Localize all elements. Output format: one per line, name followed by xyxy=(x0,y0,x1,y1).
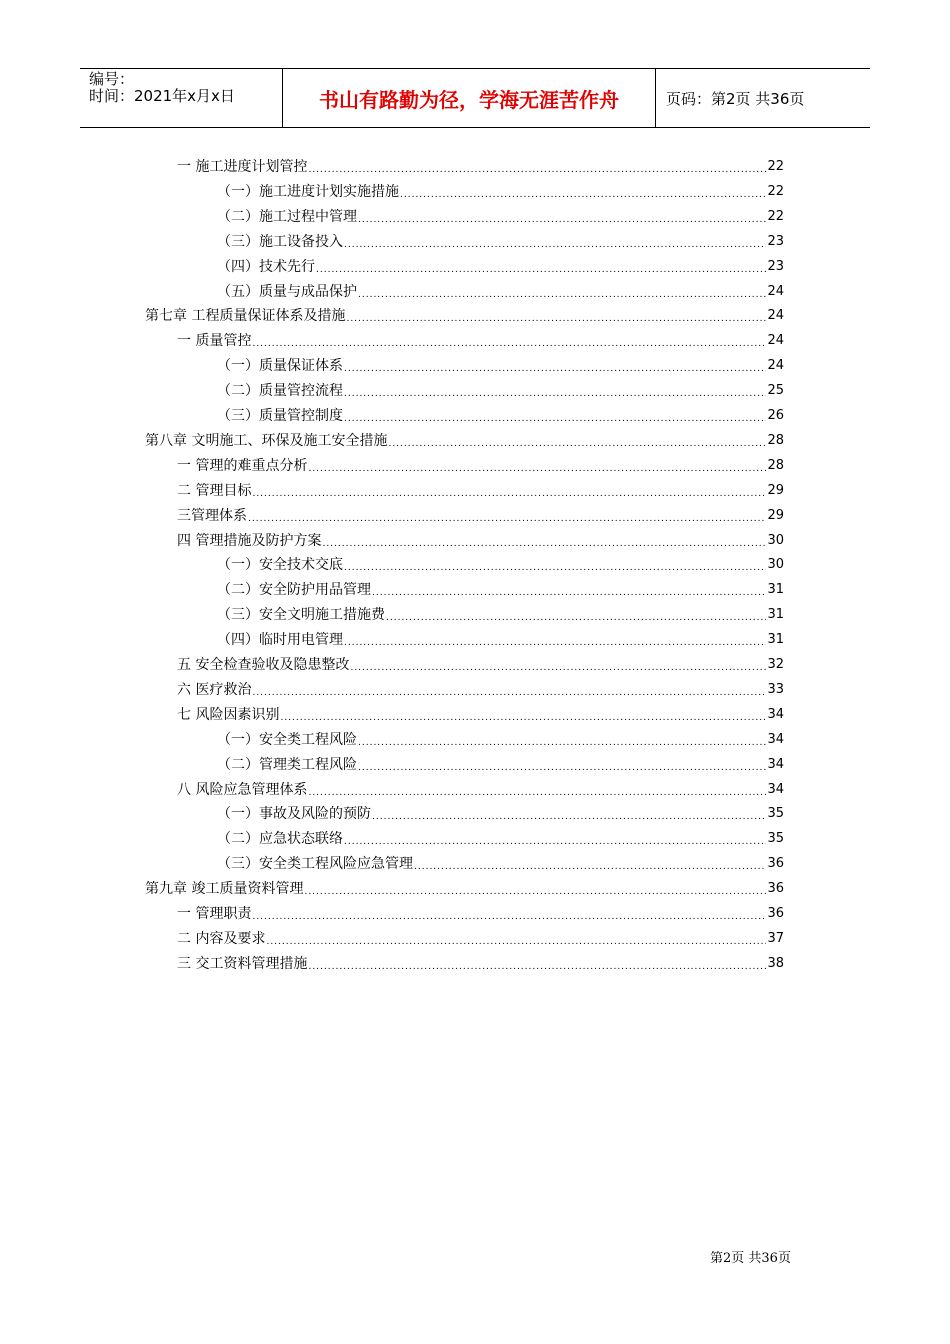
toc-entry-title: （四）临时用电管理 xyxy=(217,632,343,649)
toc-entry-title: （二）安全防护用品管理 xyxy=(217,582,371,599)
toc-leader-dots xyxy=(344,237,766,253)
toc-entry[interactable] xyxy=(177,654,784,676)
toc-leader-dots xyxy=(358,760,766,776)
toc-entry-page: 34 xyxy=(767,781,784,797)
toc-entry-title: （二）管理类工程风险 xyxy=(217,756,357,773)
toc-entry-title: （三）施工设备投入 xyxy=(217,233,343,250)
toc-entry-page: 29 xyxy=(767,482,784,498)
toc-entry-title: 二 管理目标 xyxy=(177,482,252,499)
toc-leader-dots xyxy=(358,212,766,228)
toc-entry[interactable] xyxy=(217,828,784,850)
toc-entry-title: 六 医疗救治 xyxy=(177,681,252,698)
toc-entry-page: 31 xyxy=(767,607,784,623)
toc-entry-page: 31 xyxy=(767,632,784,648)
toc-entry-page: 37 xyxy=(767,930,784,946)
toc-entry-title: （二）质量管控流程 xyxy=(217,383,343,400)
toc-leader-dots xyxy=(344,386,766,402)
toc-leader-dots xyxy=(248,511,766,527)
toc-leader-dots xyxy=(252,909,766,925)
toc-entry-page: 28 xyxy=(767,457,784,473)
toc-leader-dots xyxy=(252,486,766,502)
page-footer: 第2页 共36页 xyxy=(710,1251,791,1266)
header-page-info: 页码：第2页 共36页 xyxy=(666,89,805,108)
toc-leader-dots xyxy=(344,635,766,651)
toc-leader-dots xyxy=(316,262,766,278)
toc-leader-dots xyxy=(322,536,766,552)
toc-entry-title: 一 质量管控 xyxy=(177,333,252,350)
toc-entry-title: 八 风险应急管理体系 xyxy=(177,781,308,798)
toc-entry-title: （三）安全类工程风险应急管理 xyxy=(217,856,413,873)
toc-entry[interactable] xyxy=(217,853,784,875)
toc-leader-dots xyxy=(372,809,766,825)
toc-entry-title: 三管理体系 xyxy=(177,507,247,524)
toc-entry[interactable] xyxy=(217,256,784,278)
toc-entry[interactable] xyxy=(217,355,784,377)
toc-entry-page: 34 xyxy=(767,756,784,772)
toc-entry-page: 23 xyxy=(767,258,784,274)
toc-entry-page: 35 xyxy=(767,806,784,822)
toc-entry[interactable] xyxy=(217,206,784,228)
toc-entry-page: 28 xyxy=(767,432,784,448)
toc-leader-dots xyxy=(344,411,766,427)
toc-leader-dots xyxy=(344,361,766,377)
toc-entry[interactable] xyxy=(217,554,784,576)
toc-entry-page: 32 xyxy=(767,657,784,672)
header-meta xyxy=(80,69,282,127)
toc-entry-title: 第九章 竣工质量资料管理 xyxy=(145,881,304,898)
toc-entry-title: （三）质量管控制度 xyxy=(217,408,343,424)
header-motto: 书山有路勤为径，学海无涯苦作舟 xyxy=(282,69,656,127)
toc-entry[interactable] xyxy=(177,455,784,477)
toc-leader-dots xyxy=(266,934,766,950)
toc-entry[interactable] xyxy=(145,305,784,327)
toc-entry[interactable] xyxy=(177,505,784,527)
toc-entry[interactable] xyxy=(217,604,784,626)
toc-entry-page: 24 xyxy=(767,358,784,374)
toc-entry-title: （四）技术先行 xyxy=(217,258,315,275)
toc-leader-dots xyxy=(388,436,766,452)
toc-leader-dots xyxy=(358,735,766,751)
toc-entry-title: （一）安全技术交底 xyxy=(217,557,343,574)
toc-leader-dots xyxy=(344,560,766,576)
serial-label: 编号： xyxy=(89,70,135,88)
toc-leader-dots xyxy=(344,834,766,850)
toc-entry[interactable] xyxy=(217,380,784,402)
toc-entry-page: 33 xyxy=(767,681,784,697)
toc-entry-title: （一）事故及风险的预防 xyxy=(217,806,371,823)
toc-leader-dots xyxy=(280,710,766,726)
toc-entry-title: （三）安全文明施工措施费 xyxy=(217,607,385,624)
toc-entry[interactable] xyxy=(217,281,784,303)
toc-leader-dots xyxy=(358,287,766,303)
toc-entry[interactable] xyxy=(177,903,784,925)
toc-entry[interactable] xyxy=(177,156,784,178)
toc-entry-page: 36 xyxy=(767,906,784,921)
toc-leader-dots xyxy=(346,311,766,327)
toc-entry[interactable] xyxy=(217,729,784,751)
toc-entry-page: 31 xyxy=(767,582,784,598)
toc-entry-title: 一 管理职责 xyxy=(177,906,252,922)
toc-entry[interactable] xyxy=(145,430,784,452)
toc-entry-page: 34 xyxy=(767,731,784,747)
toc-entry[interactable] xyxy=(177,928,784,950)
toc-entry[interactable] xyxy=(217,754,784,776)
toc-entry[interactable] xyxy=(177,953,784,975)
toc-entry-page: 30 xyxy=(767,557,784,573)
toc-entry-title: （一）质量保证体系 xyxy=(217,358,343,375)
toc-leader-dots xyxy=(252,336,766,352)
toc-leader-dots xyxy=(386,610,766,626)
toc-entry[interactable] xyxy=(217,803,784,825)
toc-entry-page: 25 xyxy=(767,383,784,399)
toc-leader-dots xyxy=(400,187,766,203)
toc-entry[interactable] xyxy=(177,704,784,726)
toc-entry-page: 38 xyxy=(767,955,784,971)
toc-entry-page: 22 xyxy=(767,183,784,199)
toc-entry-title: 二 内容及要求 xyxy=(177,930,266,947)
toc-leader-dots xyxy=(308,959,766,975)
toc-entry[interactable] xyxy=(217,181,784,203)
toc-leader-dots xyxy=(308,162,766,178)
toc-entry-title: （二）应急状态联络 xyxy=(217,831,343,848)
toc-leader-dots xyxy=(414,859,766,875)
toc-entry-page: 22 xyxy=(767,159,784,174)
toc-entry-page: 24 xyxy=(767,308,784,324)
toc-entry-page: 22 xyxy=(767,208,784,224)
toc-entry-page: 26 xyxy=(767,408,784,423)
toc-entry[interactable] xyxy=(217,629,784,651)
toc-entry-title: 五 安全检查验收及隐患整改 xyxy=(177,657,350,673)
toc-entry[interactable] xyxy=(145,878,784,900)
toc-entry-page: 35 xyxy=(767,831,784,847)
toc-entry-title: （一）施工进度计划实施措施 xyxy=(217,183,399,200)
toc-entry[interactable] xyxy=(177,530,784,552)
toc-entry[interactable] xyxy=(217,405,784,427)
toc-entry-page: 29 xyxy=(767,507,784,523)
toc-leader-dots xyxy=(252,685,766,701)
toc-entry[interactable] xyxy=(177,480,784,502)
toc-entry[interactable] xyxy=(177,779,784,801)
toc-leader-dots xyxy=(350,660,766,676)
toc-leader-dots xyxy=(304,884,766,900)
toc-entry-title: （一）安全类工程风险 xyxy=(217,731,357,748)
toc-entry[interactable] xyxy=(217,579,784,601)
toc-entry-page: 34 xyxy=(767,706,784,722)
toc-entry-page: 36 xyxy=(767,881,784,897)
toc-entry-page: 36 xyxy=(767,856,784,872)
toc-entry-title: 七 风险因素识别 xyxy=(177,706,280,723)
toc-entry[interactable] xyxy=(217,231,784,253)
toc-entry-page: 24 xyxy=(767,333,784,349)
toc-leader-dots xyxy=(308,785,766,801)
toc-entry-page: 30 xyxy=(767,532,784,548)
toc-leader-dots xyxy=(308,461,766,477)
toc-entry-page: 24 xyxy=(767,283,784,299)
toc-entry[interactable] xyxy=(177,330,784,352)
toc-entry[interactable] xyxy=(177,679,784,701)
toc-entry-title: 一 管理的难重点分析 xyxy=(177,457,308,474)
toc-entry-title: 第八章 文明施工、环保及施工安全措施 xyxy=(145,432,388,449)
toc-entry-title: 四 管理措施及防护方案 xyxy=(177,532,322,549)
toc-entry-title: 三 交工资料管理措施 xyxy=(177,955,308,972)
toc-entry-title: 一 施工进度计划管控 xyxy=(177,159,308,175)
toc-entry-title: （五）质量与成品保护 xyxy=(217,283,357,300)
toc-entry-page: 23 xyxy=(767,233,784,249)
toc-entry-title: 第七章 工程质量保证体系及措施 xyxy=(145,308,346,325)
page-header xyxy=(80,68,870,128)
toc-leader-dots xyxy=(372,585,766,601)
toc-entry-title: （二）施工过程中管理 xyxy=(217,208,357,225)
time-label: 时间：2021年x月x日 xyxy=(89,87,235,105)
